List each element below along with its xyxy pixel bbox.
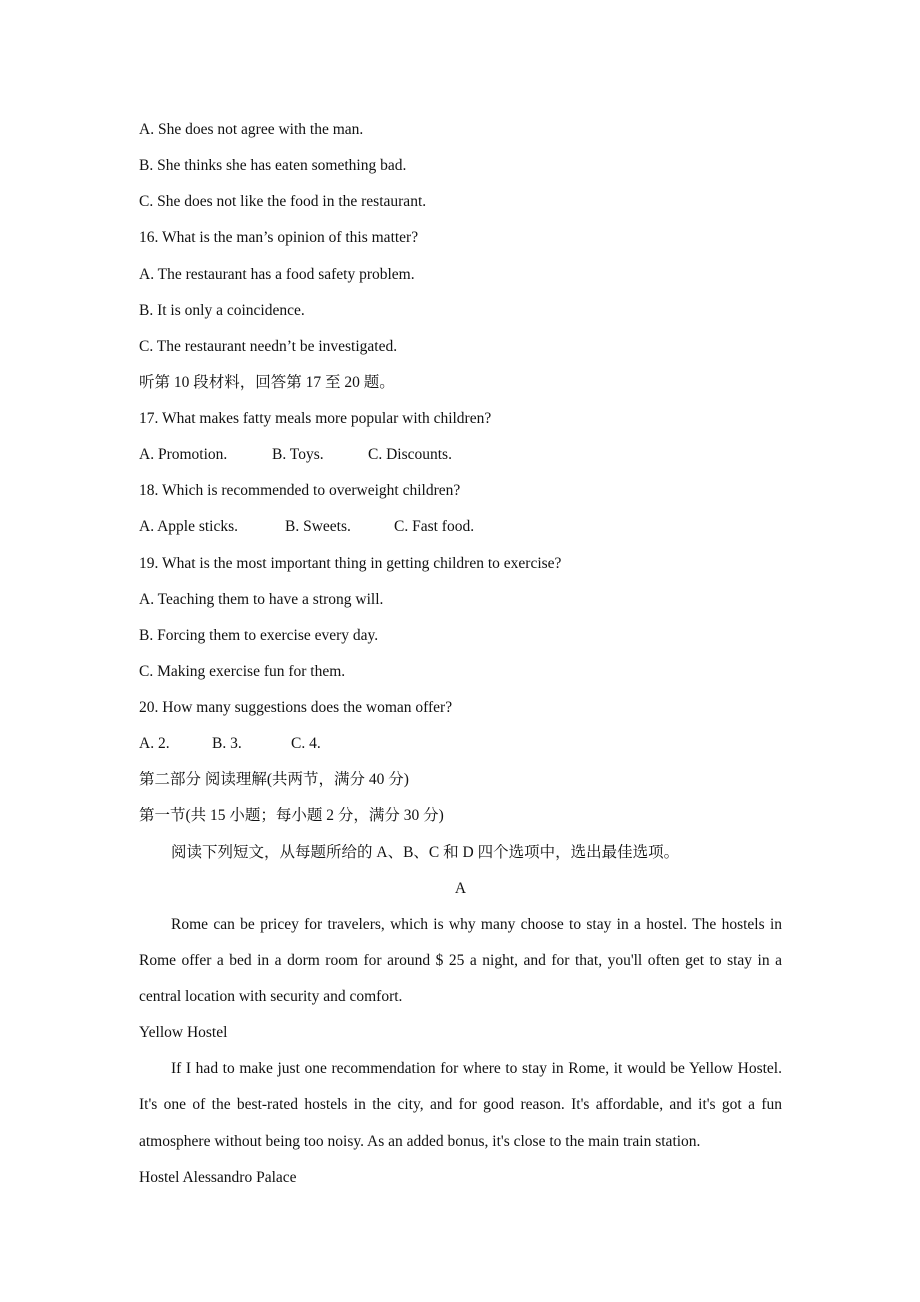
q18-option-c: C. Fast food.: [394, 518, 475, 536]
section10-instruction: 听第 10 段材料，回答第 17 至 20 题。: [139, 373, 395, 391]
q15-option-c: C. She does not like the food in the restaurant.: [139, 193, 427, 211]
q16-option-b: B. It is only a coincidence.: [139, 301, 305, 319]
q17-option-c: C. Discounts.: [368, 446, 452, 464]
q16-question: 16. What is the man’s opinion of this matter?: [139, 229, 419, 247]
part2-heading: 第二部分 阅读理解(共两节，满分 40 分): [139, 771, 409, 789]
q20-option-a: A. 2.: [139, 735, 170, 753]
q17-question: 17. What makes fatty meals more popular with children?: [139, 410, 492, 427]
q20-options: [139, 726, 782, 762]
q19-question: 19. What is the most important thing in getting children to exercise?: [139, 554, 562, 572]
q16-option-a: A. The restaurant has a food safety problem.: [139, 265, 415, 283]
q20-question: 20. How many suggestions does the woman offer?: [139, 699, 453, 716]
q17-option-a: A. Promotion.: [139, 446, 228, 464]
q15-option-b: B. She thinks she has eaten something bad.: [139, 157, 407, 175]
reading-instruction: 阅读下列短文，从每题所给的 A、B、C 和 D 四个选项中，选出最佳选项。: [171, 843, 680, 861]
hostel1-description: If I had to make just one recommendation for where to stay in Rome, it would be Yellow Hostel. It's one of the best-rated hostels in the city, and for good reason. It's affordable, and it's got a fun atmosphere without being too noisy. As an added bonus, it's close to the main train station.: [139, 1060, 782, 1150]
q19-option-b: B. Forcing them to exercise every day.: [139, 626, 379, 644]
q19-option-a: A. Teaching them to have a strong will.: [139, 590, 384, 608]
exam-page: [139, 112, 782, 1196]
q20-option-c: C. 4.: [291, 735, 321, 753]
passage-label: A: [454, 879, 467, 897]
q18-options: [139, 509, 782, 545]
section1-heading: 第一节(共 15 小题；每小题 2 分，满分 30 分): [139, 807, 444, 825]
q17-option-b: B. Toys.: [272, 446, 324, 464]
q19-option-c: C. Making exercise fun for them.: [139, 662, 346, 680]
q15-option-a: A. She does not agree with the man.: [139, 121, 364, 138]
hostel2-name: Hostel Alessandro Palace: [139, 1168, 297, 1186]
q18-option-a: A. Apple sticks.: [139, 518, 239, 536]
q16-option-c: C. The restaurant needn’t be investigated.: [139, 337, 398, 355]
q17-options: [139, 437, 782, 473]
hostel1-name: Yellow Hostel: [139, 1024, 228, 1042]
q20-option-b: B. 3.: [212, 735, 242, 753]
intro-paragraph: Rome can be pricey for travelers, which is why many choose to stay in a hostel. The hostels in Rome offer a bed in a dorm room for around $ 25 a night, and for that, you'll often get to stay in a central location with security and comfort.: [139, 915, 782, 1006]
q18-option-b: B. Sweets.: [285, 518, 351, 536]
q18-question: 18. Which is recommended to overweight children?: [139, 482, 461, 500]
